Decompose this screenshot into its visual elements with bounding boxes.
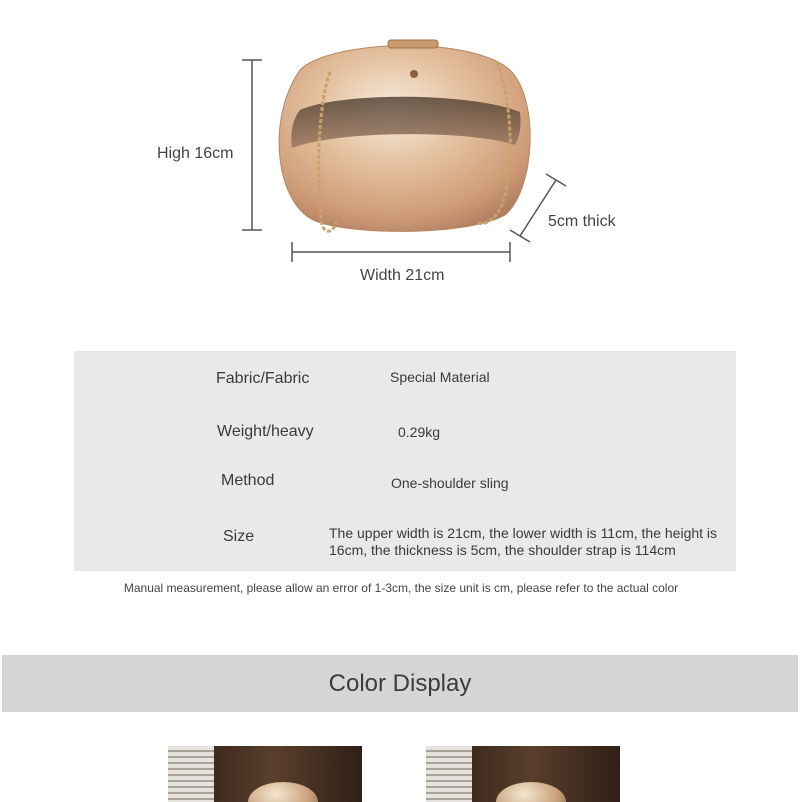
product-photo-1[interactable] <box>168 746 362 802</box>
bag-clasp <box>388 40 438 48</box>
spec-key-fabric: Fabric/Fabric <box>216 370 310 387</box>
window-blinds <box>426 746 472 802</box>
egg-bag-illustration <box>0 0 802 310</box>
spec-key-method: Method <box>221 472 275 489</box>
bag-rivet <box>410 70 418 78</box>
window-blinds <box>168 746 214 802</box>
spec-value-weight: 0.29kg <box>398 424 441 440</box>
color-display-banner: Color Display <box>2 655 798 712</box>
height-label: High 16cm <box>157 145 234 162</box>
measurement-note: Manual measurement, please allow an error of 1-3cm, the size unit is cm, please refer to the actual color <box>123 581 679 595</box>
spec-value-fabric: Special Material <box>390 369 490 385</box>
spec-table <box>74 351 736 571</box>
spec-key-weight: Weight/heavy <box>217 423 314 440</box>
spec-value-method: One-shoulder sling <box>391 475 509 491</box>
thickness-label: 5cm thick <box>548 213 616 230</box>
spec-key-size: Size <box>223 528 255 545</box>
product-dimension-diagram <box>0 0 802 310</box>
width-label: Width 21cm <box>360 267 445 284</box>
spec-value-size: The upper width is 21cm, the lower width is 11cm, the height is 16cm, the thickness is 5cm, the shoulder strap is 114cm <box>329 525 718 558</box>
product-photo-2[interactable] <box>426 746 620 802</box>
